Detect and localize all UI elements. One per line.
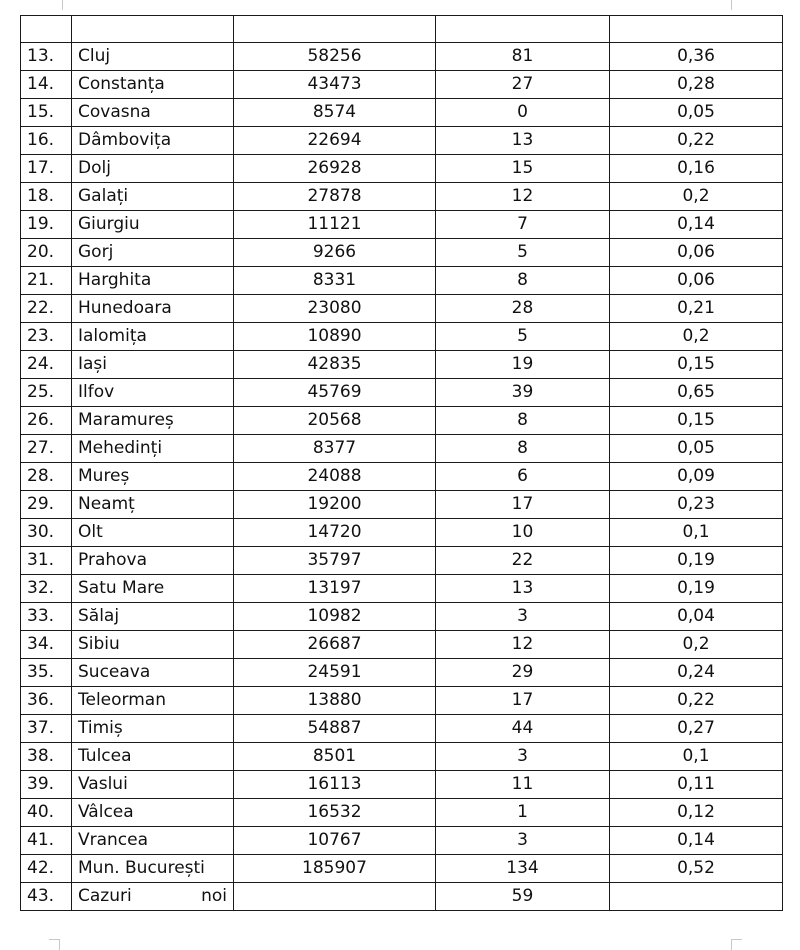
county-name-cell: Cluj — [72, 43, 234, 71]
table-header-row — [21, 16, 783, 43]
col-c-value-cell: 0,14 — [610, 211, 783, 239]
row-number-cell: 14. — [21, 71, 72, 99]
county-name-cell: Sibiu — [72, 631, 234, 659]
table-row — [21, 435, 783, 463]
col-a-value-cell: 26687 — [234, 631, 436, 659]
county-name-cell: Neamț — [72, 491, 234, 519]
col-c-value-cell: 0,05 — [610, 435, 783, 463]
row-number-cell: 33. — [21, 603, 72, 631]
col-a-value-cell: 26928 — [234, 155, 436, 183]
row-number-cell: 21. — [21, 267, 72, 295]
col-a-value-cell: 10982 — [234, 603, 436, 631]
col-c-value-cell: 0,16 — [610, 155, 783, 183]
col-b-value-cell: 8 — [436, 407, 610, 435]
table-row — [21, 771, 783, 799]
col-c-value-cell: 0,19 — [610, 575, 783, 603]
col-c-value-cell: 0,21 — [610, 295, 783, 323]
table-row — [21, 715, 783, 743]
col-a-value-cell: 8574 — [234, 99, 436, 127]
table-row — [21, 575, 783, 603]
table-row — [21, 631, 783, 659]
col-b-value-cell: 7 — [436, 211, 610, 239]
col-b-value-cell: 12 — [436, 183, 610, 211]
table-row — [21, 183, 783, 211]
county-name-cell: Teleorman — [72, 687, 234, 715]
county-name-cell: Ialomița — [72, 323, 234, 351]
county-name-cell: Vâlcea — [72, 799, 234, 827]
col-c-value-cell: 0,09 — [610, 463, 783, 491]
col-b-value-cell: 17 — [436, 491, 610, 519]
row-number-cell: 22. — [21, 295, 72, 323]
col-a-value-cell: 24591 — [234, 659, 436, 687]
table-row — [21, 99, 783, 127]
col-c-value-cell: 0,28 — [610, 71, 783, 99]
county-name-cell: Gorj — [72, 239, 234, 267]
county-name-cell: Timiș — [72, 715, 234, 743]
col-c-value-cell: 0,06 — [610, 267, 783, 295]
header-cell-col-b — [436, 16, 610, 43]
col-b-value-cell: 3 — [436, 603, 610, 631]
header-cell-col-a — [234, 16, 436, 43]
row-number-cell: 35. — [21, 659, 72, 687]
col-c-value-cell: 0,2 — [610, 323, 783, 351]
row-number-cell: 39. — [21, 771, 72, 799]
table-row — [21, 603, 783, 631]
col-b-value-cell: 11 — [436, 771, 610, 799]
col-a-value-cell: 20568 — [234, 407, 436, 435]
county-name-cell: Satu Mare — [72, 575, 234, 603]
county-name-cell: Hunedoara — [72, 295, 234, 323]
col-c-value-cell: 0,2 — [610, 631, 783, 659]
col-b-value-cell: 27 — [436, 71, 610, 99]
table-row — [21, 379, 783, 407]
col-c-value-cell: 0,1 — [610, 743, 783, 771]
table-row-new-cases — [21, 883, 783, 911]
table-row — [21, 155, 783, 183]
table-row — [21, 267, 783, 295]
col-b-value-cell: 5 — [436, 239, 610, 267]
header-cell-col-c — [610, 16, 783, 43]
county-name-cell: Suceava — [72, 659, 234, 687]
table-row — [21, 519, 783, 547]
row-number-cell: 34. — [21, 631, 72, 659]
col-b-value-cell: 29 — [436, 659, 610, 687]
col-b-value-cell: 28 — [436, 295, 610, 323]
row-number-cell: 36. — [21, 687, 72, 715]
table-row — [21, 43, 783, 71]
col-a-value-cell: 185907 — [234, 855, 436, 883]
col-b-value-cell: 13 — [436, 127, 610, 155]
col-a-value-cell: 19200 — [234, 491, 436, 519]
table-row — [21, 127, 783, 155]
col-a-value-cell: 27878 — [234, 183, 436, 211]
row-number-cell: 15. — [21, 99, 72, 127]
table-row — [21, 659, 783, 687]
col-a-value-cell: 35797 — [234, 547, 436, 575]
col-a-value-cell: 13880 — [234, 687, 436, 715]
col-b-value-cell: 44 — [436, 715, 610, 743]
col-c-value-cell: 0,23 — [610, 491, 783, 519]
table-row — [21, 827, 783, 855]
col-a-value-cell: 8501 — [234, 743, 436, 771]
row-number-cell: 26. — [21, 407, 72, 435]
col-a-value-cell: 10767 — [234, 827, 436, 855]
table-row — [21, 211, 783, 239]
table-row — [21, 351, 783, 379]
row-number-cell: 23. — [21, 323, 72, 351]
col-a-value-cell: 16532 — [234, 799, 436, 827]
county-name-cell: Vrancea — [72, 827, 234, 855]
col-c-value-cell: 0,65 — [610, 379, 783, 407]
county-name-cell: Mun. București — [72, 855, 234, 883]
row-number-cell: 25. — [21, 379, 72, 407]
county-name-cell: Covasna — [72, 99, 234, 127]
col-c-value-cell — [610, 883, 783, 911]
col-b-value-cell: 81 — [436, 43, 610, 71]
crop-mark-top-right — [731, 0, 742, 10]
table-row — [21, 743, 783, 771]
col-c-value-cell: 0,22 — [610, 127, 783, 155]
col-b-value-cell: 12 — [436, 631, 610, 659]
col-c-value-cell: 0,22 — [610, 687, 783, 715]
col-a-value-cell: 16113 — [234, 771, 436, 799]
county-name-cell: Ilfov — [72, 379, 234, 407]
col-c-value-cell: 0,27 — [610, 715, 783, 743]
col-c-value-cell: 0,14 — [610, 827, 783, 855]
row-number-cell: 27. — [21, 435, 72, 463]
col-b-value-cell: 3 — [436, 827, 610, 855]
col-b-value-cell: 59 — [436, 883, 610, 911]
crop-mark-bottom-right — [731, 939, 742, 950]
col-b-value-cell: 8 — [436, 267, 610, 295]
table-row — [21, 855, 783, 883]
col-c-value-cell: 0,06 — [610, 239, 783, 267]
table-row — [21, 799, 783, 827]
col-b-value-cell: 15 — [436, 155, 610, 183]
col-a-value-cell: 22694 — [234, 127, 436, 155]
table-row — [21, 491, 783, 519]
col-a-value-cell: 10890 — [234, 323, 436, 351]
row-number-cell: 20. — [21, 239, 72, 267]
header-cell-nr — [21, 16, 72, 43]
county-name-cell: Dolj — [72, 155, 234, 183]
row-number-cell: 40. — [21, 799, 72, 827]
county-name-cell: Harghita — [72, 267, 234, 295]
col-c-value-cell: 0,1 — [610, 519, 783, 547]
row-number-cell: 13. — [21, 43, 72, 71]
col-b-value-cell: 5 — [436, 323, 610, 351]
county-name-cell: Olt — [72, 519, 234, 547]
col-b-value-cell: 39 — [436, 379, 610, 407]
table-row — [21, 407, 783, 435]
county-name-cell: Vaslui — [72, 771, 234, 799]
county-name-cell: Dâmbovița — [72, 127, 234, 155]
county-name-cell — [72, 883, 234, 911]
table-row — [21, 323, 783, 351]
row-number-cell: 24. — [21, 351, 72, 379]
col-a-value-cell — [234, 883, 436, 911]
row-number-cell: 37. — [21, 715, 72, 743]
county-name-cell: Sălaj — [72, 603, 234, 631]
col-a-value-cell: 24088 — [234, 463, 436, 491]
col-b-value-cell: 19 — [436, 351, 610, 379]
row-number-cell: 19. — [21, 211, 72, 239]
county-name-cell: Constanța — [72, 71, 234, 99]
row-number-cell: 42. — [21, 855, 72, 883]
row-number-cell: 17. — [21, 155, 72, 183]
table-row — [21, 687, 783, 715]
col-c-value-cell: 0,12 — [610, 799, 783, 827]
county-name-cell: Galați — [72, 183, 234, 211]
col-b-value-cell: 8 — [436, 435, 610, 463]
crop-mark-bottom-left — [49, 939, 60, 950]
table-body — [21, 16, 783, 911]
col-b-value-cell: 3 — [436, 743, 610, 771]
col-a-value-cell: 8331 — [234, 267, 436, 295]
county-name-cell: Giurgiu — [72, 211, 234, 239]
col-c-value-cell: 0,04 — [610, 603, 783, 631]
col-c-value-cell: 0,05 — [610, 99, 783, 127]
col-a-value-cell: 11121 — [234, 211, 436, 239]
col-a-value-cell: 14720 — [234, 519, 436, 547]
row-number-cell: 30. — [21, 519, 72, 547]
col-c-value-cell: 0,36 — [610, 43, 783, 71]
table-row — [21, 239, 783, 267]
county-name-cell: Iași — [72, 351, 234, 379]
col-c-value-cell: 0,11 — [610, 771, 783, 799]
col-c-value-cell: 0,52 — [610, 855, 783, 883]
col-b-value-cell: 17 — [436, 687, 610, 715]
col-b-value-cell: 22 — [436, 547, 610, 575]
col-b-value-cell: 1 — [436, 799, 610, 827]
col-b-value-cell: 13 — [436, 575, 610, 603]
county-name-cell: Tulcea — [72, 743, 234, 771]
row-number-cell: 31. — [21, 547, 72, 575]
col-a-value-cell: 8377 — [234, 435, 436, 463]
table-row — [21, 71, 783, 99]
header-cell-county — [72, 16, 234, 43]
county-cases-table — [20, 15, 783, 911]
row-number-cell: 43. — [21, 883, 72, 911]
row-number-cell: 28. — [21, 463, 72, 491]
col-a-value-cell: 42835 — [234, 351, 436, 379]
new-cases-label-right: noi — [201, 886, 227, 906]
table-row — [21, 547, 783, 575]
col-b-value-cell: 10 — [436, 519, 610, 547]
crop-mark-top-left — [52, 0, 63, 10]
col-b-value-cell: 0 — [436, 99, 610, 127]
row-number-cell: 38. — [21, 743, 72, 771]
col-a-value-cell: 54887 — [234, 715, 436, 743]
col-a-value-cell: 43473 — [234, 71, 436, 99]
new-cases-label-left: Cazuri — [78, 886, 132, 906]
row-number-cell: 32. — [21, 575, 72, 603]
col-c-value-cell: 0,15 — [610, 407, 783, 435]
col-c-value-cell: 0,15 — [610, 351, 783, 379]
col-b-value-cell: 6 — [436, 463, 610, 491]
county-name-cell: Maramureș — [72, 407, 234, 435]
col-a-value-cell: 13197 — [234, 575, 436, 603]
county-name-cell: Mehedinți — [72, 435, 234, 463]
row-number-cell: 16. — [21, 127, 72, 155]
table-row — [21, 463, 783, 491]
col-c-value-cell: 0,2 — [610, 183, 783, 211]
col-b-value-cell: 134 — [436, 855, 610, 883]
table-row — [21, 295, 783, 323]
row-number-cell: 18. — [21, 183, 72, 211]
row-number-cell: 41. — [21, 827, 72, 855]
col-a-value-cell: 45769 — [234, 379, 436, 407]
row-number-cell: 29. — [21, 491, 72, 519]
county-name-cell: Prahova — [72, 547, 234, 575]
col-c-value-cell: 0,24 — [610, 659, 783, 687]
col-a-value-cell: 23080 — [234, 295, 436, 323]
col-a-value-cell: 9266 — [234, 239, 436, 267]
col-a-value-cell: 58256 — [234, 43, 436, 71]
col-c-value-cell: 0,19 — [610, 547, 783, 575]
county-name-cell: Mureș — [72, 463, 234, 491]
